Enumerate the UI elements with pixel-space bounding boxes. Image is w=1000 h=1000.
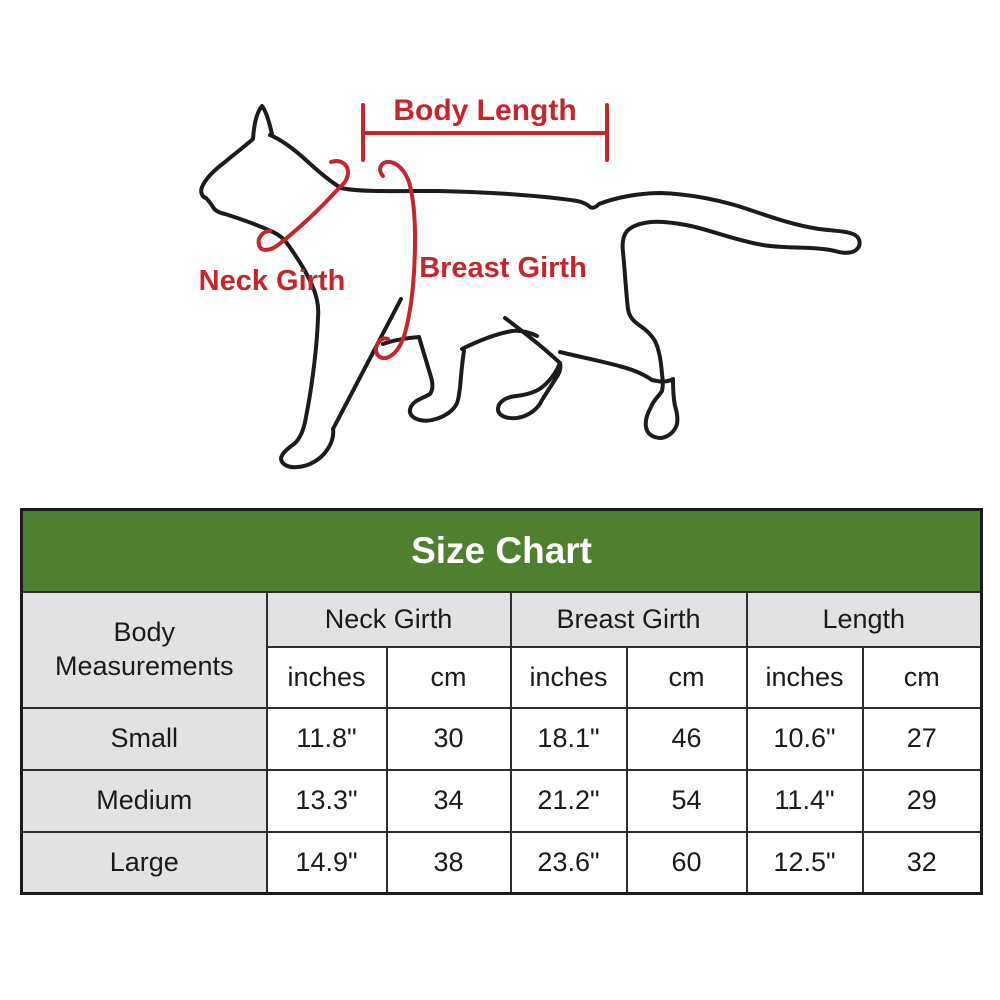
neck-inches-header: inches [267,647,387,708]
small-neck-inches: 11.8" [267,708,387,770]
length-cm-header: cm [863,647,982,708]
size-label-medium: Medium [22,770,267,832]
body-measurements-header [22,592,267,708]
cat-far-front-leg [410,337,464,421]
large-neck-cm: 38 [387,832,511,894]
large-length-inches: 12.5" [747,832,863,894]
small-length-cm: 27 [863,708,982,770]
length-inches-header: inches [747,647,863,708]
medium-length-inches: 11.4" [747,770,863,832]
cat-back-tail-hind-leg-outline [270,135,860,438]
size-chart-title: Size Chart [22,510,982,592]
small-length-inches: 10.6" [747,708,863,770]
medium-length-cm: 29 [863,770,982,832]
medium-breast-cm: 54 [627,770,747,832]
large-length-cm: 32 [863,832,982,894]
large-neck-inches: 14.9" [267,832,387,894]
size-label-large: Large [22,832,267,894]
small-neck-cm: 30 [387,708,511,770]
table-row-large [22,832,982,894]
table-row-small [22,708,982,770]
breast-inches-header: inches [511,647,627,708]
neck-girth-loop [259,161,348,250]
medium-breast-inches: 21.2" [511,770,627,832]
body-measurements-label: Body Measurements [54,616,234,681]
cat-belly-line-c [560,352,652,380]
size-chart-table [20,508,983,895]
length-column-header: Length [747,592,982,647]
breast-girth-column-header: Breast Girth [511,592,747,647]
medium-neck-cm: 34 [387,770,511,832]
body-length-label: Body Length [393,94,577,127]
neck-girth-label: Neck Girth [198,265,346,297]
breast-girth-label: Breast Girth [419,252,587,284]
large-breast-inches: 23.6" [511,832,627,894]
column-group-header-row [22,592,982,647]
breast-cm-header: cm [627,647,747,708]
size-chart-title-row [22,510,982,592]
large-breast-cm: 60 [627,832,747,894]
neck-cm-header: cm [387,647,511,708]
table-row-medium [22,770,982,832]
small-breast-inches: 18.1" [511,708,627,770]
small-breast-cm: 46 [627,708,747,770]
medium-neck-inches: 13.3" [267,770,387,832]
size-label-small: Small [22,708,267,770]
neck-girth-column-header: Neck Girth [267,592,511,647]
